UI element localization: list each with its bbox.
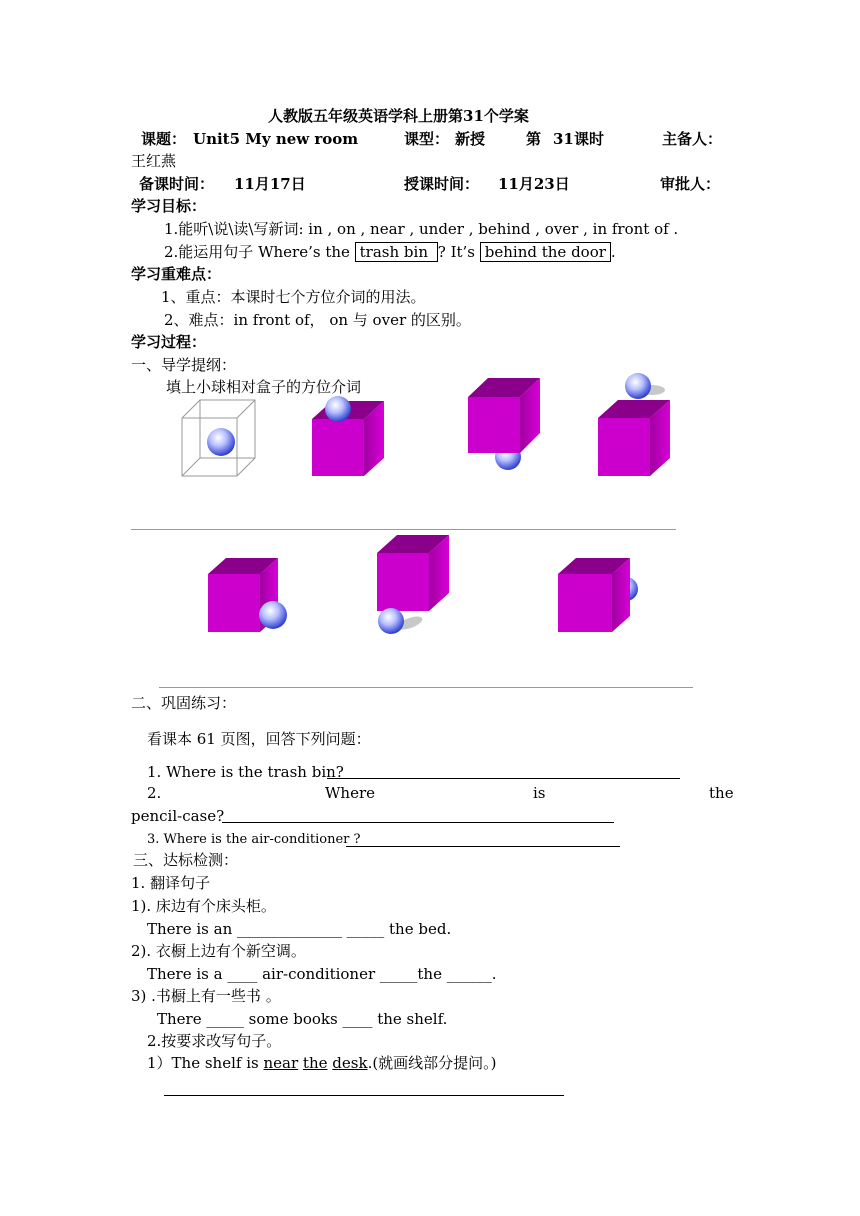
type-value: 新授 <box>455 130 486 148</box>
ball-over-box-figure <box>596 372 676 480</box>
ball-near-box-figure <box>206 556 290 631</box>
prep-time-label: 备课时间： <box>139 175 215 193</box>
practice-q2-word-2: is <box>533 784 546 802</box>
period-suffix: 课时 <box>574 130 605 148</box>
practice-q2-line-2: pencil-case? <box>131 807 225 825</box>
key-point-1: 1、重点：本课时七个方位介词的用法。 <box>161 288 426 306</box>
goals-heading: 学习目标： <box>131 197 207 215</box>
section-one-heading: 一、导学提纲： <box>131 356 237 374</box>
approver-label: 审批人： <box>660 175 721 193</box>
test-sentence-2-en: There is a ____ air-conditioner _____the ______. <box>147 965 497 983</box>
key-points-heading: 学习重难点： <box>131 265 222 283</box>
prep-time-value: 11月17日 <box>234 175 306 193</box>
practice-q1-blank <box>327 778 680 779</box>
type-label: 课型： <box>404 130 450 148</box>
ball-under-box-figure <box>466 375 546 467</box>
practice-q3-blank <box>346 846 620 847</box>
ball-in-box-figure <box>182 400 257 480</box>
test-sentence-1-en: There is an ______________ _____ the bed. <box>147 920 452 938</box>
practice-q2-word-1: Where <box>325 784 376 802</box>
period-num: 31 <box>553 130 574 148</box>
test-sentence-3-en: There _____ some books ____ the shelf. <box>157 1010 448 1028</box>
practice-q2-num: 2. <box>147 784 162 802</box>
figure-instruction: 填上小球相对盒子的方位介词 <box>166 378 362 396</box>
practice-q1: 1. Where is the trash bin? <box>147 763 344 781</box>
test-part-2: 2.按要求改写句子。 <box>147 1032 282 1050</box>
ball-in-front-of-box-figure <box>374 533 454 633</box>
behind-door-box: behind the door <box>480 242 611 262</box>
page-title: 人教版五年级英语学科上册第31个学案 <box>268 107 529 125</box>
rewrite-answer-blank <box>164 1095 564 1096</box>
teach-time-label: 授课时间： <box>404 175 480 193</box>
answer-line-row-2 <box>159 687 693 688</box>
test-sentence-3-cn: 3) .书橱上有一些书 。 <box>131 987 281 1005</box>
ball-on-box-figure <box>310 395 390 480</box>
goals-item-1: 1.能听\说\读\写新词: in , on , near , under , behind , over , in front of . <box>164 220 679 238</box>
preparer-label: 主备人： <box>662 130 723 148</box>
test-sentence-1-cn: 1). 床边有个床头柜。 <box>131 897 276 915</box>
topic-value: Unit5 My new room <box>193 130 359 148</box>
answer-line-row-1 <box>131 529 676 530</box>
period-prefix: 第 <box>526 130 542 148</box>
teach-time-value: 11月23日 <box>498 175 570 193</box>
key-point-2: 2、难点：in front of， on 与 over 的区别。 <box>164 311 471 329</box>
practice-q2-word-3: the <box>709 784 734 802</box>
test-heading: 三、达标检测： <box>133 851 239 869</box>
practice-q3: 3. Where is the air-conditioner ? <box>147 832 361 847</box>
practice-q2-blank <box>222 822 614 823</box>
preparer-name: 王红燕 <box>131 152 177 170</box>
rewrite-sentence-1: 1）The shelf is near the desk.(就画线部分提问。) <box>147 1054 497 1072</box>
practice-heading: 二、巩固练习： <box>131 694 237 712</box>
test-part-1: 1. 翻译句子 <box>131 874 211 892</box>
trash-bin-box: trash bin <box>355 242 438 262</box>
test-sentence-2-cn: 2). 衣橱上边有个新空调。 <box>131 942 306 960</box>
goals-item-2: 2.能运用句子 Where’s the trash bin ? It’s behind the door . <box>164 243 616 261</box>
ball-behind-box-figure <box>556 556 640 636</box>
topic-label: 课题： <box>141 130 187 148</box>
practice-intro: 看课本 61 页图，回答下列问题： <box>147 730 371 748</box>
process-heading: 学习过程： <box>131 333 207 351</box>
